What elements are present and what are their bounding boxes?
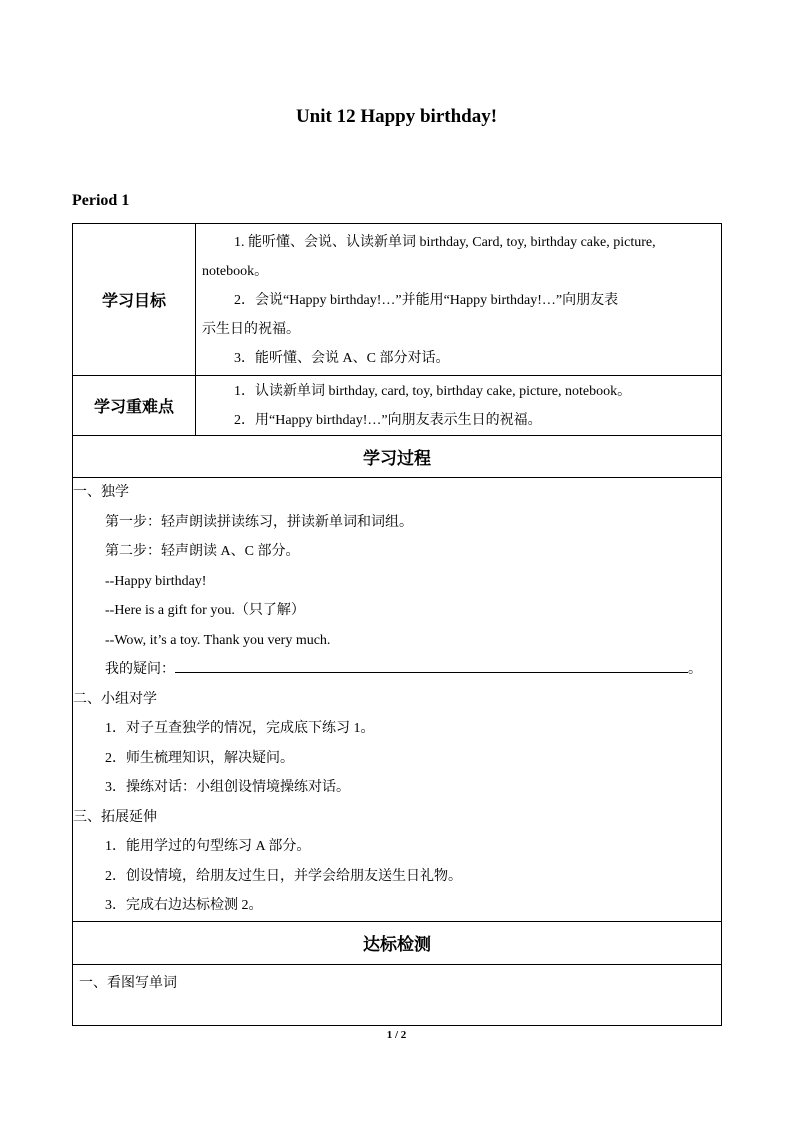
extension-item: 3．完成右边达标检测 2。 xyxy=(105,898,263,913)
objectives-row xyxy=(73,224,722,376)
step-item: 第二步：轻声朗读 A、C 部分。 xyxy=(105,544,300,559)
group-item: 3．操练对话：小组创设情境操练对话。 xyxy=(105,780,350,795)
lesson-table xyxy=(72,223,722,1026)
extension-item: 2．创设情境，给朋友过生日，并学会给朋友送生日礼物。 xyxy=(105,868,462,884)
section-title-group-study: 二、小组对学 xyxy=(73,691,157,707)
key-points-content xyxy=(196,376,722,436)
objectives-content xyxy=(196,224,722,376)
dialogue-line: --Wow, it’s a toy. Thank you very much. xyxy=(105,632,331,648)
key-points-label: 学习重难点 xyxy=(73,376,196,436)
group-item: 2．师生梳理知识，解决疑问。 xyxy=(105,750,294,766)
objective-item: 2．会说“Happy birthday!…”并能用“Happy birthday!…”向朋友表 xyxy=(234,293,619,308)
objective-item: 3．能听懂、会说 A、C 部分对话。 xyxy=(234,351,450,366)
document-title: Unit 12 Happy birthday! xyxy=(295,106,498,127)
dialogue-line: --Happy birthday! xyxy=(105,573,207,589)
process-heading-row xyxy=(73,436,722,478)
objective-item: 1. 能听懂、会说、认读新单词 birthday, Card, toy, birthday cake, picture, xyxy=(234,235,656,250)
test-content xyxy=(73,964,722,1025)
test-section-title: 一、看图写单词 xyxy=(79,975,177,991)
test-heading: 达标检测 xyxy=(73,921,722,964)
question-blank[interactable] xyxy=(175,656,688,673)
dialogue-line: --Here is a gift for you.（只了解） xyxy=(105,603,305,618)
question-end: 。 xyxy=(688,662,702,677)
question-label: 我的疑问： xyxy=(105,662,175,677)
test-heading-row xyxy=(73,921,722,964)
process-content xyxy=(73,478,722,922)
key-point-item: 1．认读新单词 birthday, card, toy, birthday cake, picture, notebook。 xyxy=(234,384,632,399)
group-item: 1．对子互查独学的情况，完成底下练习 1。 xyxy=(105,721,375,736)
section-title-extension: 三、拓展延伸 xyxy=(73,809,157,825)
extension-item: 1．能用学过的句型练习 A 部分。 xyxy=(105,839,311,854)
section-title-self-study: 一、独学 xyxy=(73,485,129,500)
process-heading: 学习过程 xyxy=(73,436,722,478)
objective-item-cont: notebook。 xyxy=(202,264,269,279)
process-row xyxy=(73,478,722,922)
key-points-row xyxy=(73,376,722,436)
objectives-label: 学习目标 xyxy=(73,224,196,376)
step-item: 第一步：轻声朗读拼读练习，拼读新单词和词组。 xyxy=(105,514,413,530)
test-row xyxy=(73,964,722,1025)
objective-item-cont: 示生日的祝福。 xyxy=(202,322,300,337)
question-line xyxy=(73,655,721,685)
key-point-item: 2．用“Happy birthday!…”向朋友表示生日的祝福。 xyxy=(234,413,542,428)
period-label: Period 1 xyxy=(72,192,130,209)
page-number: 1 / 2 xyxy=(386,1029,407,1041)
